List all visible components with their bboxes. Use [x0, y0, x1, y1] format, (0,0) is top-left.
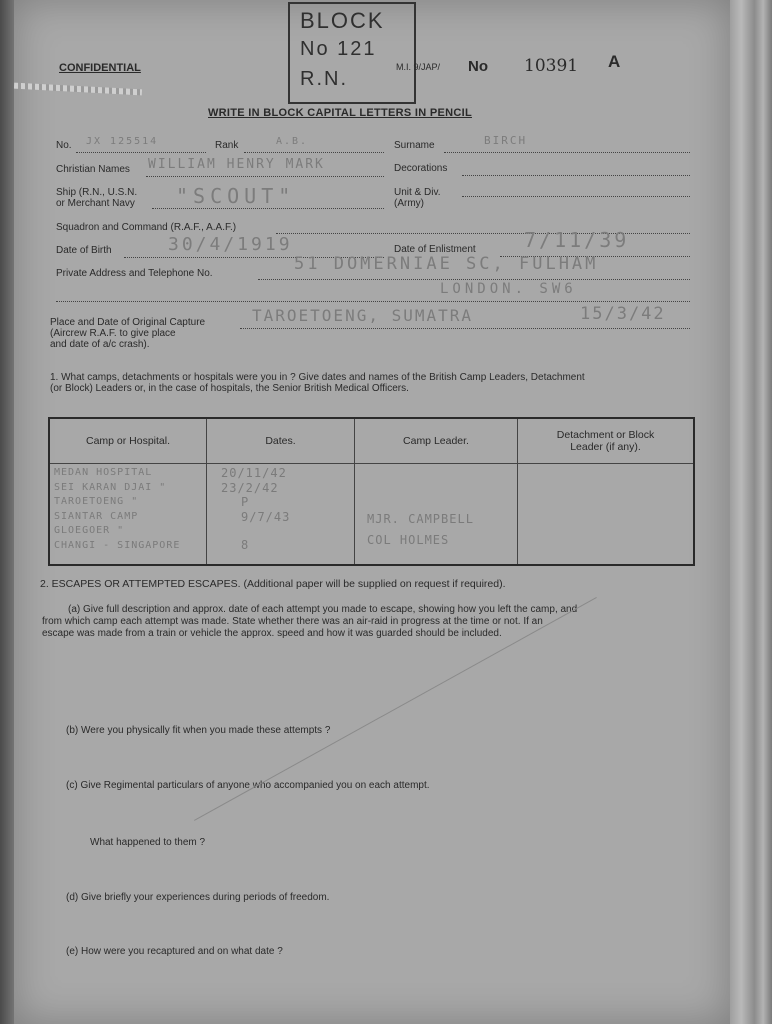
ship-label-2: or Merchant Navy — [56, 198, 135, 209]
list-item — [355, 480, 517, 494]
enlistment-label: Date of Enlistment — [394, 244, 476, 255]
list-item: MEDAN HOSPITAL — [54, 467, 153, 478]
ship-line — [152, 208, 384, 209]
dob-label: Date of Birth — [56, 245, 112, 256]
address-label: Private Address and Telephone No. — [56, 268, 213, 279]
no-label: No. — [56, 140, 72, 151]
christian-names-value: WILLIAM HENRY MARK — [148, 157, 325, 172]
list-item: 8 — [241, 538, 250, 552]
question-2c: (c) Give Regimental particulars of anyone who accompanied you on each attempt. — [66, 780, 430, 791]
decorations-label: Decorations — [394, 163, 448, 174]
address-line-1 — [258, 279, 690, 280]
list-item: 23/2/42 — [221, 480, 279, 495]
stamp-line-2: No 121 — [300, 38, 377, 60]
question-2c-follow-up: What happened to them ? — [90, 837, 206, 848]
dob-value: 30/4/1919 — [168, 234, 293, 255]
form-number: 10391 — [524, 56, 579, 76]
leaders-cell — [355, 464, 518, 566]
question-2d: (d) Give briefly your experiences during periods of freedom. — [66, 892, 330, 903]
surname-line — [444, 152, 690, 153]
unit-line — [462, 196, 690, 197]
stacked-page-edges — [728, 0, 772, 1024]
header-camp-leader: Camp Leader. — [355, 418, 518, 464]
stamp-line-3: R.N. — [300, 68, 348, 90]
header-camp: Camp or Hospital. — [49, 418, 207, 464]
list-item: GLOEGOER " — [54, 525, 125, 536]
stamp-line-1: BLOCK — [300, 8, 385, 33]
question-2-title: 2. ESCAPES OR ATTEMPTED ESCAPES. (Additional paper will be supplied on request if required). — [40, 578, 506, 590]
list-item: CHANGI - SINGAPORE — [54, 539, 181, 551]
capture-place-value: TAROETOENG, SUMATRA — [252, 306, 474, 325]
form-page — [14, 0, 730, 1024]
camps-table — [48, 417, 695, 566]
no-value: JX 125514 — [86, 136, 159, 147]
question-2a-line-3: escape was made from a train or vehicle the approx. speed and how it was guarded should be included. — [42, 628, 502, 639]
capture-label-2: (Aircrew R.A.F. to give place — [50, 328, 176, 339]
rank-value: A.B. — [276, 136, 309, 147]
instruction-heading: WRITE IN BLOCK CAPITAL LETTERS IN PENCIL — [208, 107, 472, 119]
decorations-line — [462, 175, 690, 176]
capture-label-1: Place and Date of Original Capture — [50, 317, 206, 328]
header-detachment-leader: Detachment or Block Leader (if any). — [518, 418, 695, 464]
address-value-2: LONDON. SW6 — [440, 281, 577, 297]
block-stamp — [288, 2, 416, 104]
list-item — [355, 494, 517, 508]
rank-line — [244, 152, 384, 153]
number-label: No — [468, 58, 488, 75]
rank-label: Rank — [215, 140, 239, 151]
address-line-2 — [56, 301, 690, 302]
list-item — [207, 524, 354, 538]
dates-cell — [207, 464, 355, 566]
list-item: P — [241, 495, 250, 509]
unit-label-2: (Army) — [394, 198, 424, 209]
surname-value: BIRCH — [484, 134, 528, 147]
list-item: TAROETOENG " — [54, 496, 139, 507]
list-item: SIANTAR CAMP — [54, 510, 139, 522]
surname-label: Surname — [394, 140, 435, 151]
capture-label-3: and date of a/c crash). — [50, 339, 150, 350]
squadron-label: Squadron and Command (R.A.F., A.A.F.) — [56, 222, 237, 233]
list-item: SEI KARAN DJAI " — [54, 481, 167, 493]
enlistment-value: 7/11/39 — [524, 228, 630, 252]
list-item: 20/11/42 — [221, 466, 287, 480]
form-suffix: A — [608, 52, 621, 71]
ship-value: "SCOUT" — [176, 184, 296, 208]
question-2e: (e) How were you recaptured and on what date ? — [66, 946, 283, 957]
detachment-cell — [518, 464, 695, 566]
camps-cell — [49, 464, 207, 566]
address-value-1: 51 DOMERNIAE SC, FULHAM — [294, 254, 599, 274]
ref-label: M.I. 9/JAP/ — [396, 62, 441, 72]
question-1-line-1: 1. What camps, detachments or hospitals were you in ? Give dates and names of the British Camp Leaders, Detachment — [50, 372, 585, 383]
no-line — [76, 152, 206, 153]
question-2a-line-2: from which camp each attempt was made. State whether there was an air-raid in progress at the time or not. If an — [42, 616, 543, 627]
question-1-line-2: (or Block) Leaders or, in the case of hospitals, the Senior British Medical Officers. — [50, 383, 409, 394]
list-item: MJR. CAMPBELL — [367, 512, 474, 526]
confidential-label: CONFIDENTIAL — [59, 62, 141, 74]
capture-date-value: 15/3/42 — [580, 304, 666, 324]
question-2a-line-1: (a) Give full description and approx. date of each attempt you made to escape, showing how you left the camp, and — [68, 604, 578, 615]
tie-string — [14, 83, 142, 96]
table-row — [49, 464, 694, 566]
list-item: 9/7/43 — [241, 509, 291, 524]
unit-label-1: Unit & Div. — [394, 187, 441, 198]
christian-names-label: Christian Names — [56, 164, 130, 175]
header-dates: Dates. — [207, 418, 355, 464]
christian-names-line — [146, 176, 384, 177]
ship-label-1: Ship (R.N., U.S.N. — [56, 187, 138, 198]
list-item: COL HOLMES — [367, 532, 450, 547]
question-2b: (b) Were you physically fit when you made these attempts ? — [66, 725, 331, 736]
list-item — [355, 464, 517, 480]
capture-line — [240, 328, 690, 329]
